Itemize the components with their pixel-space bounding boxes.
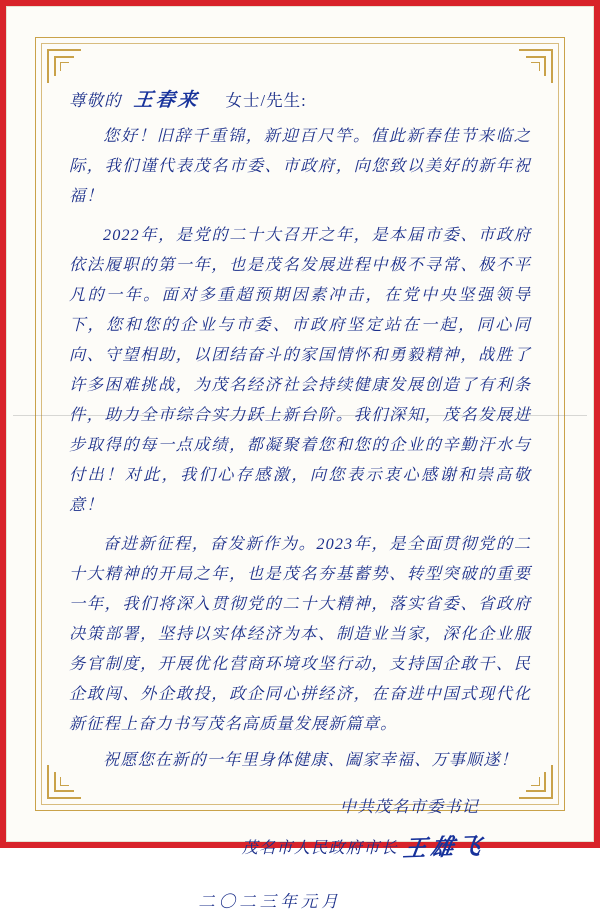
letter-body	[69, 85, 531, 911]
letter-paper	[6, 6, 594, 911]
signature-line	[69, 793, 531, 817]
paragraph: 祝愿您在新的一年里身体健康、阖家幸福、万事顺遂！	[103, 751, 518, 769]
paragraph: 奋进新征程，奋发新作为。2023年，是全面贯彻党的二十大精神的开局之年，也是茂名夯基蓄势、转型突破的重要一年，我们将深入贯彻党的二十大精神，落实省委、省政府决策部署，坚持以实体经济为本、制造业当家，深化企业服务官制度，开展优化营商环境攻坚行动，支持国企敢干、民企敢闯、外企敢投，政企同心拼经济，在奋进中国式现代化新征程上奋力书写茂名高质量发展新篇章。	[69, 535, 531, 733]
corner-ornament-icon	[519, 49, 553, 83]
corner-ornament-icon	[47, 49, 81, 83]
signature-line	[69, 829, 531, 862]
paragraph: 您好！旧辞千重锦，新迎百尺竿。值此新春佳节来临之际，我们谨代表茂名市委、市政府，向您致以美好的新年祝福！	[69, 127, 531, 205]
signature-role: 中共茂名市委书记	[339, 798, 479, 816]
salutation	[69, 85, 531, 112]
paragraph: 2022年，是党的二十大召开之年，是本届市委、市政府依法履职的第一年，也是茂名发展进程中极不寻常、极不平凡的一年。面对多重超预期因素冲击，在党中央坚强领导下，您和您的企业与市委、市政府坚定站在一起，同心同向、守望相助，以团结奋斗的家国情怀和勇毅精神，战胜了许多困难挑战，为茂名经济社会持续健康发展创造了有利条件，助力全市综合实力跃上新台阶。我们深知，茂名发展进步取得的每一点成绩，都凝聚着您和您的企业的辛勤汗水与付出！对此，我们心存感激，向您表示衷心感谢和崇高敬意！	[69, 226, 531, 514]
signature-role: 茂名市人民政府市长	[241, 838, 398, 857]
recipient-name: 王春来	[132, 90, 201, 111]
handwritten-signature: 王雄飞	[401, 833, 487, 862]
salutation-honorific: 女士/先生:	[225, 91, 307, 110]
letter-date: 二〇二三年元月	[198, 892, 342, 911]
salutation-lead: 尊敬的	[69, 91, 122, 110]
signature-block	[69, 793, 531, 862]
